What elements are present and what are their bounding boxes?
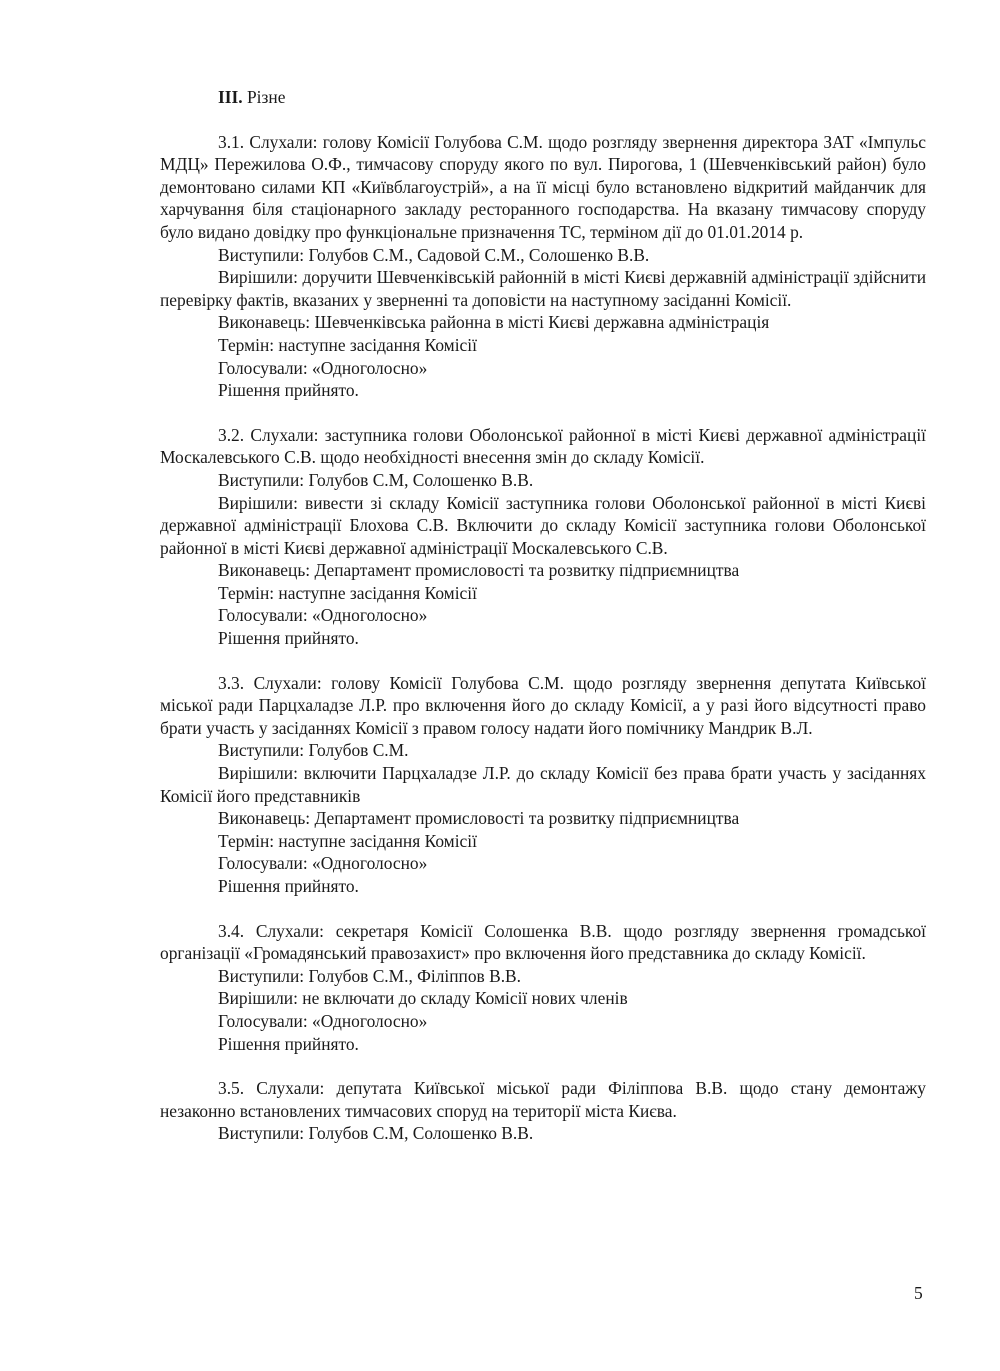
voted-line: Голосували: «Одноголосно» [218, 605, 428, 626]
heard-paragraph: 3.4. Слухали: секретаря Комісії Солошенка В.В. щодо розгляду звернення громадської організації «Громадянський правозахист» про включення його представника до складу Комісії. [160, 920, 926, 964]
section-roman-numeral: III. [218, 87, 243, 107]
result-line: Рішення прийнято. [218, 628, 359, 649]
executor-line: Виконавець: Департамент промисловості та розвитку підприємництва [218, 808, 740, 829]
heard-paragraph: 3.2. Слухали: заступника голови Оболонської районної в місті Києві державної адміністрації Москалевського С.В. щодо необхідності внесення змін до складу Комісії. [160, 424, 926, 468]
agenda-item-3-1 [160, 131, 926, 402]
spoke-line: Виступили: Голубов С.М., Філіппов В.В. [218, 965, 522, 986]
decided-line: Вирішили: не включати до складу Комісії нових членів [218, 988, 628, 1009]
section-title: Різне [247, 87, 286, 107]
section-heading [218, 86, 926, 109]
decided-paragraph: Вирішили: вивести зі складу Комісії заступника голови Оболонської районної в місті Києві державної адміністрації Блохова С.В. Включити до складу Комісії заступника голови Оболонської районної в місті Києві державної адміністрації Москалевського С.В. [160, 492, 926, 558]
executor-line: Виконавець: Шевченківська районна в місті Києві державна адміністрація [218, 312, 770, 333]
agenda-item-3-4 [160, 920, 926, 1056]
term-line: Термін: наступне засідання Комісії [218, 582, 477, 603]
heard-paragraph: 3.5. Слухали: депутата Київської міської ради Філіппова В.В. щодо стану демонтажу незаконно встановлених тимчасових споруд на території міста Києва. [160, 1078, 926, 1121]
agenda-item-3-2 [160, 424, 926, 650]
spoke-line: Виступили: Голубов С.М., Садовой С.М., Солошенко В.В. [218, 244, 650, 265]
executor-line: Виконавець: Департамент промисловості та розвитку підприємництва [218, 560, 740, 581]
page-number: 5 [914, 1283, 923, 1303]
agenda-item-3-3 [160, 672, 926, 898]
document-page [160, 86, 926, 1167]
term-line: Термін: наступне засідання Комісії [218, 830, 477, 851]
spoke-line: Виступили: Голубов С.М, Солошенко В.В. [218, 469, 534, 490]
agenda-item-3-5 [160, 1077, 926, 1145]
result-line: Рішення прийнято. [218, 380, 359, 401]
term-line: Термін: наступне засідання Комісії [218, 334, 477, 355]
decided-paragraph: Вирішили: доручити Шевченківській районній в місті Києві державній адміністрації здійснити перевірку фактів, вказаних у зверненні та доповісти на наступному засіданні Комісії. [160, 267, 926, 310]
voted-line: Голосували: «Одноголосно» [218, 357, 428, 378]
voted-line: Голосували: «Одноголосно» [218, 1010, 428, 1031]
voted-line: Голосували: «Одноголосно» [218, 853, 428, 874]
heard-paragraph: 3.3. Слухали: голову Комісії Голубова С.М. щодо розгляду звернення депутата Київської міської ради Парцхаладзе Л.Р. про включення його до складу Комісії, а у разі його відсутності право брати участь у засіданнях Комісії з правом голосу надати його помічнику Мандрик В.Л. [160, 672, 926, 738]
spoke-line: Виступили: Голубов С.М. [218, 740, 409, 761]
result-line: Рішення прийнято. [218, 1033, 359, 1054]
result-line: Рішення прийнято. [218, 876, 359, 896]
spoke-line: Виступили: Голубов С.М, Солошенко В.В. [218, 1123, 534, 1144]
heard-paragraph: 3.1. Слухали: голову Комісії Голубова С.М. щодо розгляду звернення директора ЗАТ «Імпульс МДЦ» Пережилова О.Ф., тимчасову споруду якого по вул. Пирогова, 1 (Шевченківський район) було демонтовано силами КП «Київблагоустрій», а на її місці було встановлено відкритий майданчик для харчування біля стаціонарного закладу ресторанного господарства. На вказану тимчасову споруду було видано довідку про функціональне призначення ТС, терміном дії до 01.01.2014 р. [160, 131, 926, 242]
decided-paragraph: Вирішили: включити Парцхаладзе Л.Р. до складу Комісії без права брати участь у засіданнях Комісії його представників [160, 763, 926, 806]
